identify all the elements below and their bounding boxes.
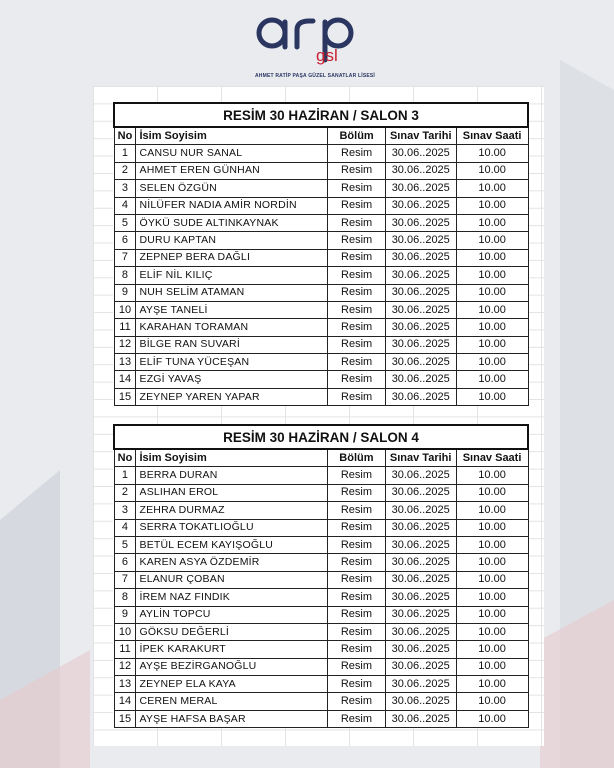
cell-dept: Resim [328,676,386,693]
cell-no: 5 [114,536,136,553]
cell-name: NUH SELİM ATAMAN [136,284,328,301]
cell-date: 30.06..2025 [385,641,456,658]
cell-time: 10.00 [456,214,528,231]
cell-dept: Resim [328,536,386,553]
cell-name: AYŞE BEZİRGANOĞLU [136,658,328,675]
cell-dept: Resim [328,658,386,675]
cell-date: 30.06..2025 [385,319,456,336]
exam-table-salon-3 [113,102,529,406]
cell-time: 10.00 [456,371,528,388]
cell-dept: Resim [328,232,385,249]
table-title: RESİM 30 HAZİRAN / SALON 4 [114,425,528,449]
cell-time: 10.00 [456,354,528,371]
table-row [114,145,528,162]
cell-dept: Resim [328,214,385,231]
header-dept: Bölüm [328,449,386,467]
cell-time: 10.00 [456,180,528,197]
cell-no: 8 [114,589,136,606]
table-row [114,536,528,553]
table-row [114,467,528,484]
cell-no: 6 [114,232,136,249]
cell-date: 30.06..2025 [385,693,456,710]
cell-no: 3 [114,502,136,519]
cell-name: ELİF TUNA YÜCEŞAN [136,354,328,371]
cell-name: AHMET EREN GÜNHAN [136,162,328,179]
cell-no: 12 [114,336,136,353]
cell-date: 30.06..2025 [385,467,456,484]
cell-date: 30.06..2025 [385,606,456,623]
cell-dept: Resim [328,710,386,727]
cell-dept: Resim [328,162,385,179]
header-name: İsim Soyisim [136,449,328,467]
cell-no: 3 [114,180,136,197]
cell-dept: Resim [328,467,386,484]
cell-name: ÖYKÜ SUDE ALTINKAYNAK [136,214,328,231]
cell-name: BETÜL ECEM KAYIŞOĞLU [136,536,328,553]
cell-name: KARAHAN TORAMAN [136,319,328,336]
cell-name: AYŞE HAFSA BAŞAR [136,710,328,727]
cell-date: 30.06..2025 [385,232,456,249]
cell-time: 10.00 [456,467,528,484]
cell-time: 10.00 [456,319,528,336]
cell-time: 10.00 [456,589,528,606]
cell-dept: Resim [328,589,386,606]
cell-time: 10.00 [456,249,528,266]
cell-no: 4 [114,197,136,214]
cell-dept: Resim [328,197,385,214]
table-title: RESİM 30 HAZİRAN / SALON 3 [114,103,528,127]
cell-time: 10.00 [456,554,528,571]
cell-name: AYLİN TOPCU [136,606,328,623]
cell-date: 30.06..2025 [385,710,456,727]
cell-name: BERRA DURAN [136,467,328,484]
cell-time: 10.00 [456,232,528,249]
table-row [114,319,528,336]
cell-date: 30.06..2025 [385,180,456,197]
cell-no: 5 [114,214,136,231]
cell-date: 30.06..2025 [385,354,456,371]
header-row [114,449,528,467]
cell-date: 30.06..2025 [385,301,456,318]
cell-no: 2 [114,484,136,501]
cell-no: 10 [114,623,136,640]
cell-time: 10.00 [456,484,528,501]
cell-dept: Resim [328,336,385,353]
table-row [114,371,528,388]
cell-dept: Resim [328,484,386,501]
cell-time: 10.00 [456,519,528,536]
cell-dept: Resim [328,371,385,388]
cell-date: 30.06..2025 [385,388,456,405]
table-row [114,162,528,179]
cell-date: 30.06..2025 [385,676,456,693]
table-row [114,623,528,640]
cell-no: 11 [114,319,136,336]
cell-name: SELEN ÖZGÜN [136,180,328,197]
cell-no: 6 [114,554,136,571]
cell-date: 30.06..2025 [385,554,456,571]
cell-dept: Resim [328,319,385,336]
cell-no: 12 [114,658,136,675]
header-name: İsim Soyisim [136,127,328,145]
cell-time: 10.00 [456,571,528,588]
cell-time: 10.00 [456,536,528,553]
cell-no: 9 [114,284,136,301]
cell-name: CEREN MERAL [136,693,328,710]
cell-time: 10.00 [456,606,528,623]
exam-table-salon-4 [113,424,529,728]
cell-no: 1 [114,467,136,484]
table-row [114,249,528,266]
table-row [114,214,528,231]
cell-time: 10.00 [456,658,528,675]
table-row [114,519,528,536]
school-name: AHMET RATİP PAŞA GÜZEL SANATLAR LİSESİ [255,73,376,79]
cell-time: 10.00 [456,145,528,162]
cell-date: 30.06..2025 [385,589,456,606]
cell-no: 4 [114,519,136,536]
cell-date: 30.06..2025 [385,371,456,388]
table-row [114,693,528,710]
cell-date: 30.06..2025 [385,336,456,353]
cell-name: KAREN ASYA ÖZDEMİR [136,554,328,571]
cell-date: 30.06..2025 [385,284,456,301]
cell-name: BİLGE RAN SUVARİ [136,336,328,353]
cell-dept: Resim [328,284,385,301]
header-time: Sınav Saati [456,449,528,467]
cell-no: 14 [114,693,136,710]
cell-date: 30.06..2025 [385,267,456,284]
cell-name: ELANUR ÇOBAN [136,571,328,588]
cell-no: 7 [114,249,136,266]
table-row [114,502,528,519]
table-row [114,197,528,214]
cell-no: 15 [114,710,136,727]
table-row [114,354,528,371]
cell-no: 10 [114,301,136,318]
table-row [114,484,528,501]
cell-time: 10.00 [456,641,528,658]
cell-time: 10.00 [456,301,528,318]
cell-name: ZEYNEP ELA KAYA [136,676,328,693]
cell-date: 30.06..2025 [385,502,456,519]
cell-time: 10.00 [456,388,528,405]
cell-dept: Resim [328,641,386,658]
cell-time: 10.00 [456,162,528,179]
cell-date: 30.06..2025 [385,197,456,214]
cell-time: 10.00 [456,336,528,353]
cell-date: 30.06..2025 [385,214,456,231]
cell-name: ZEHRA DURMAZ [136,502,328,519]
table-row [114,554,528,571]
table-row [114,232,528,249]
cell-dept: Resim [328,354,385,371]
cell-time: 10.00 [456,267,528,284]
cell-dept: Resim [328,606,386,623]
cell-name: SERRA TOKATLIOĞLU [136,519,328,536]
header-time: Sınav Saati [456,127,528,145]
cell-date: 30.06..2025 [385,623,456,640]
cell-dept: Resim [328,388,385,405]
cell-date: 30.06..2025 [385,484,456,501]
header-date: Sınav Tarihi [385,127,456,145]
cell-time: 10.00 [456,284,528,301]
table-row [114,589,528,606]
cell-no: 15 [114,388,136,405]
cell-no: 13 [114,354,136,371]
cell-name: ELİF NİL KILIÇ [136,267,328,284]
cell-name: EZGİ YAVAŞ [136,371,328,388]
cell-name: AYŞE TANELİ [136,301,328,318]
table-row [114,180,528,197]
cell-no: 9 [114,606,136,623]
cell-name: İREM NAZ FINDIK [136,589,328,606]
cell-time: 10.00 [456,693,528,710]
table-row [114,301,528,318]
cell-date: 30.06..2025 [385,571,456,588]
cell-name: DURU KAPTAN [136,232,328,249]
cell-no: 11 [114,641,136,658]
cell-dept: Resim [328,145,385,162]
cell-no: 7 [114,571,136,588]
cell-name: CANSU NUR SANAL [136,145,328,162]
cell-time: 10.00 [456,676,528,693]
table-row [114,676,528,693]
cell-name: İPEK KARAKURT [136,641,328,658]
cell-date: 30.06..2025 [385,145,456,162]
cell-time: 10.00 [456,502,528,519]
cell-dept: Resim [328,571,386,588]
cell-no: 1 [114,145,136,162]
cell-dept: Resim [328,554,386,571]
header-date: Sınav Tarihi [385,449,456,467]
table-row [114,641,528,658]
table-row [114,267,528,284]
table-row [114,284,528,301]
cell-no: 8 [114,267,136,284]
cell-name: ZEPNEP BERA DAĞLI [136,249,328,266]
cell-date: 30.06..2025 [385,249,456,266]
cell-time: 10.00 [456,197,528,214]
cell-date: 30.06..2025 [385,658,456,675]
cell-dept: Resim [328,249,385,266]
header-dept: Bölüm [328,127,385,145]
header-no: No [114,449,136,467]
cell-dept: Resim [328,693,386,710]
table-row [114,388,528,405]
cell-dept: Resim [328,623,386,640]
logo-gsl-text: gsl [316,46,338,65]
cell-name: ASLIHAN EROL [136,484,328,501]
cell-time: 10.00 [456,623,528,640]
cell-dept: Resim [328,267,385,284]
table-row [114,336,528,353]
cell-date: 30.06..2025 [385,162,456,179]
table-row [114,658,528,675]
cell-date: 30.06..2025 [385,536,456,553]
header-row [114,127,528,145]
cell-no: 13 [114,676,136,693]
cell-no: 2 [114,162,136,179]
table-row [114,606,528,623]
cell-name: ZEYNEP YAREN YAPAR [136,388,328,405]
cell-time: 10.00 [456,710,528,727]
cell-date: 30.06..2025 [385,519,456,536]
cell-dept: Resim [328,519,386,536]
cell-dept: Resim [328,301,385,318]
cell-dept: Resim [328,502,386,519]
cell-name: NİLÜFER NADIA AMİR NORDİN [136,197,328,214]
cell-no: 14 [114,371,136,388]
header-no: No [114,127,136,145]
table-row [114,710,528,727]
cell-dept: Resim [328,180,385,197]
table-row [114,571,528,588]
cell-name: GÖKSU DEĞERLİ [136,623,328,640]
